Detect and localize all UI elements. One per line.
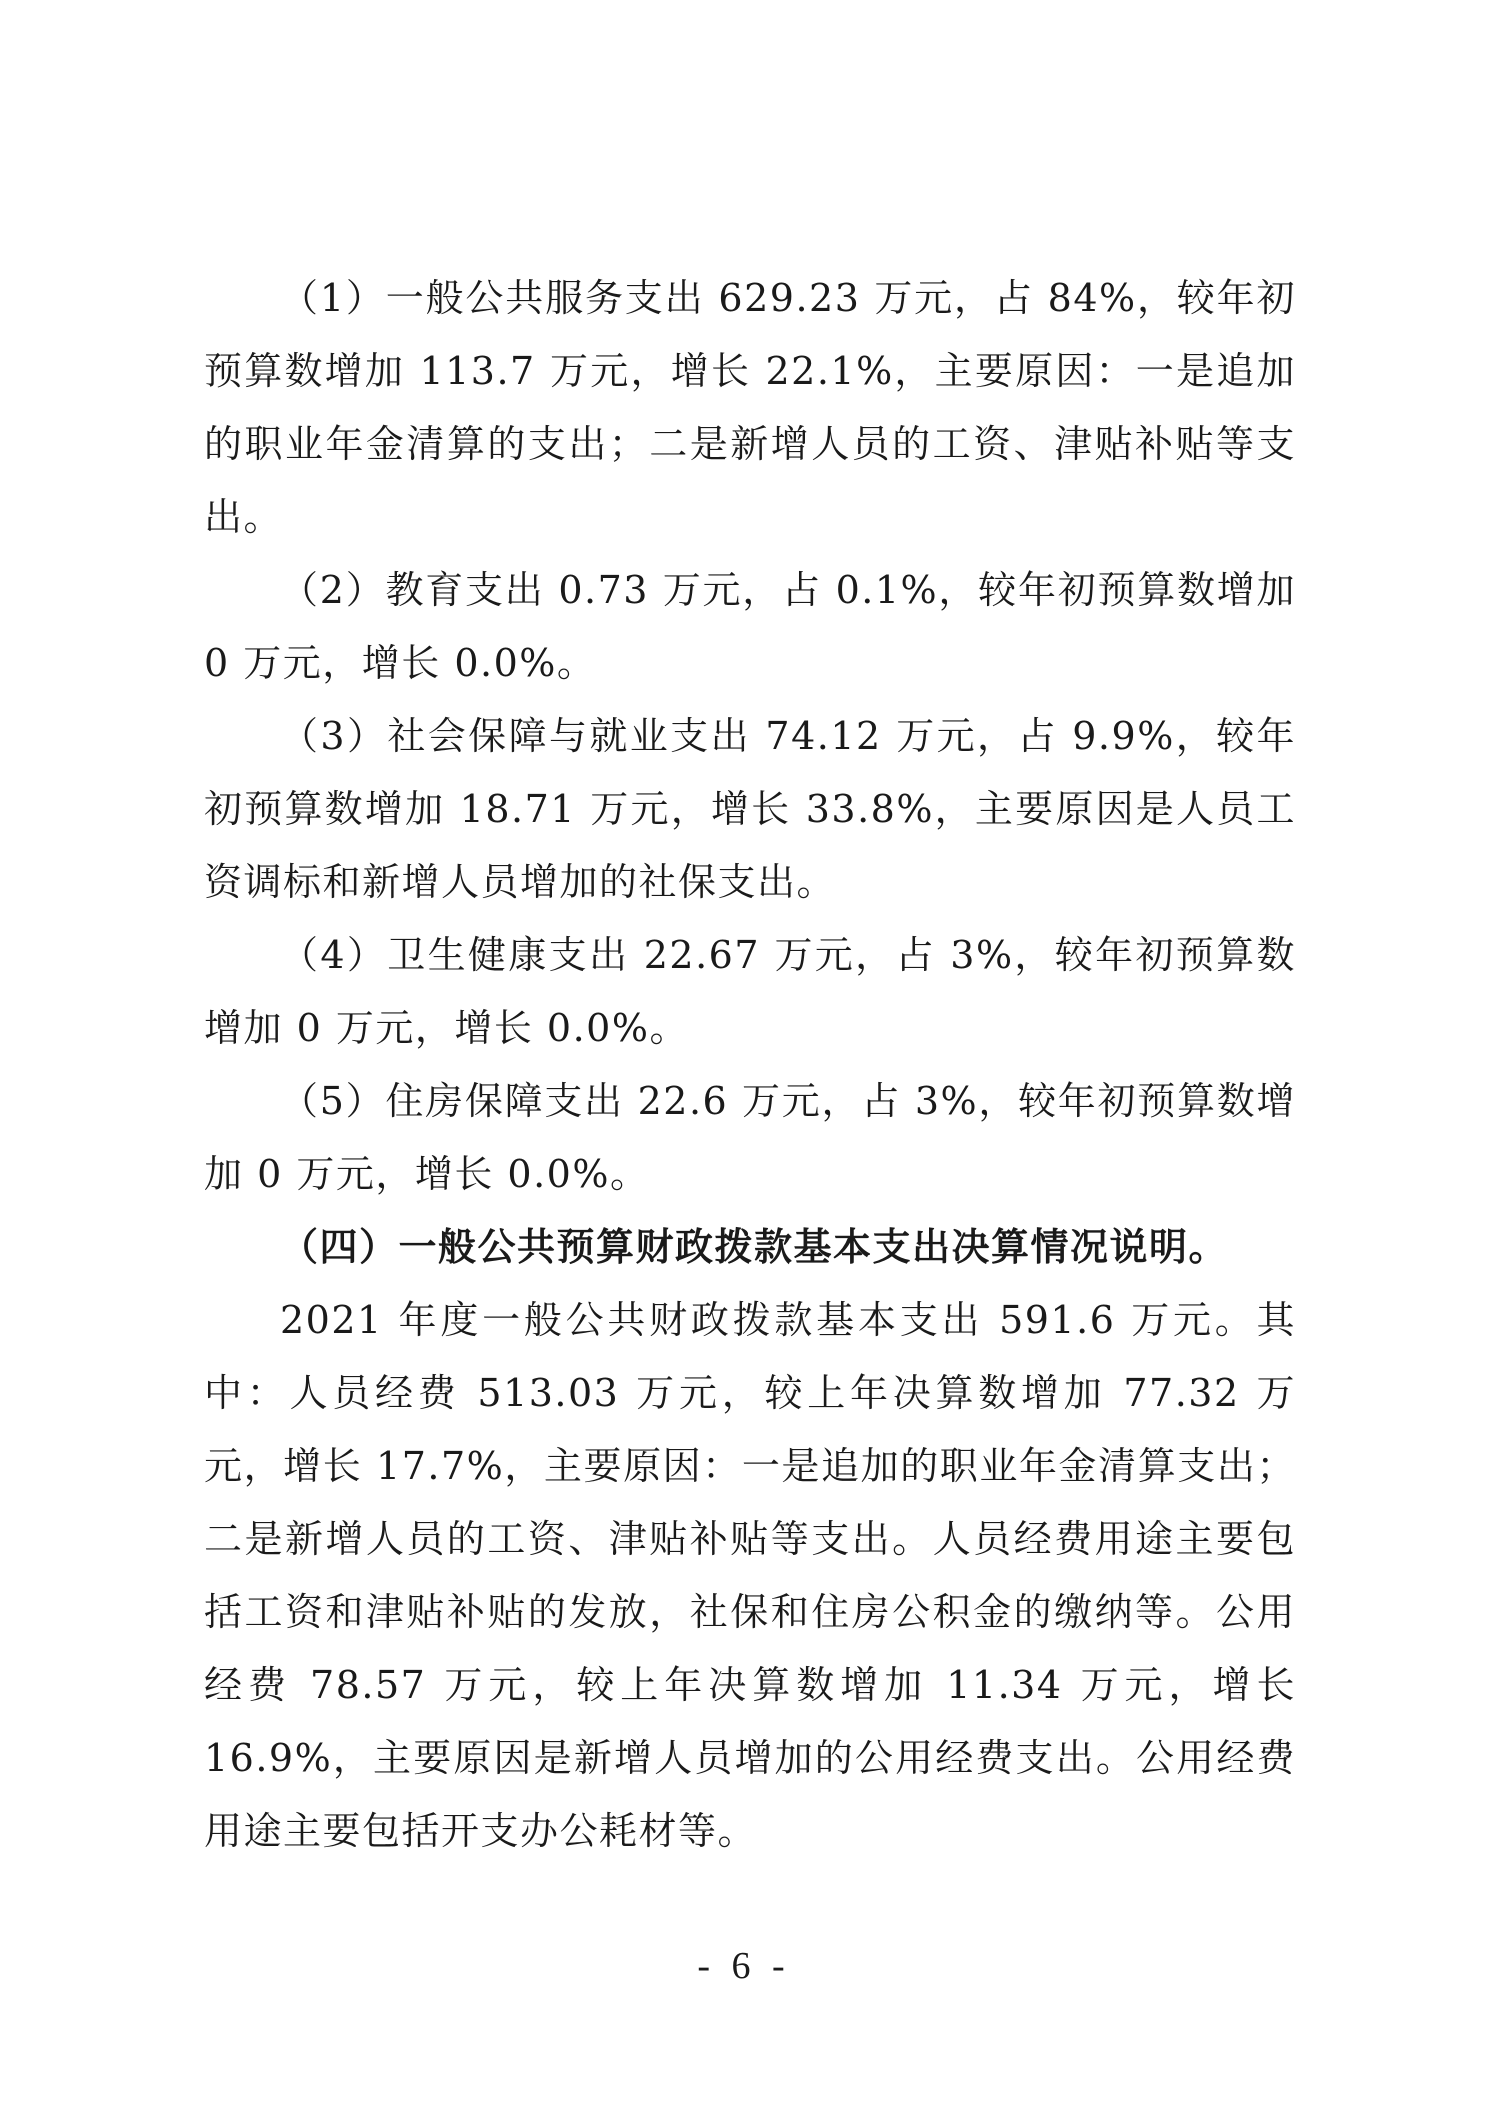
paragraph-education: （2）教育支出 0.73 万元，占 0.1%，较年初预算数增加 0 万元，增长 0.0%。	[204, 568, 1296, 685]
paragraph-social-security: （3）社会保障与就业支出 74.12 万元，占 9.9%，较年初预算数增加 18.71 万元，增长 33.8%，主要原因是人员工资调标和新增人员增加的社保支出。	[204, 714, 1296, 904]
section-heading: （四）一般公共预算财政拨款基本支出决算情况说明。	[280, 1225, 1229, 1269]
section-body: 2021 年度一般公共财政拨款基本支出 591.6 万元。其中：人员经费 513.03 万元，较上年决算数增加 77.32 万元，增长 17.7%，主要原因：一是追加的职业年金清算支出；二是新增人员的工资、津贴补贴等支出。人员经费用途主要包括工资和津贴补贴的发放，社保和住房公积金的缴纳等。公用经费 78.57 万元，较上年决算数增加 11.34 万元，增长 16.9%，主要原因是新增人员增加的公用经费支出。公用经费用途主要包括开支办公耗材等。	[204, 1298, 1296, 1853]
paragraph-health: （4）卫生健康支出 22.67 万元，占 3%，较年初预算数增加 0 万元，增长 0.0%。	[204, 933, 1296, 1050]
paragraph-general-public-services: （1）一般公共服务支出 629.23 万元，占 84%，较年初预算数增加 113.7 万元，增长 22.1%，主要原因：一是追加的职业年金清算的支出；二是新增人员的工资、津贴补贴等支出。	[204, 276, 1296, 539]
paragraph-housing: （5）住房保障支出 22.6 万元，占 3%，较年初预算数增加 0 万元，增长 0.0%。	[204, 1079, 1296, 1196]
page-number: - 6 -	[697, 1945, 791, 1987]
page-content	[204, 262, 1296, 1868]
